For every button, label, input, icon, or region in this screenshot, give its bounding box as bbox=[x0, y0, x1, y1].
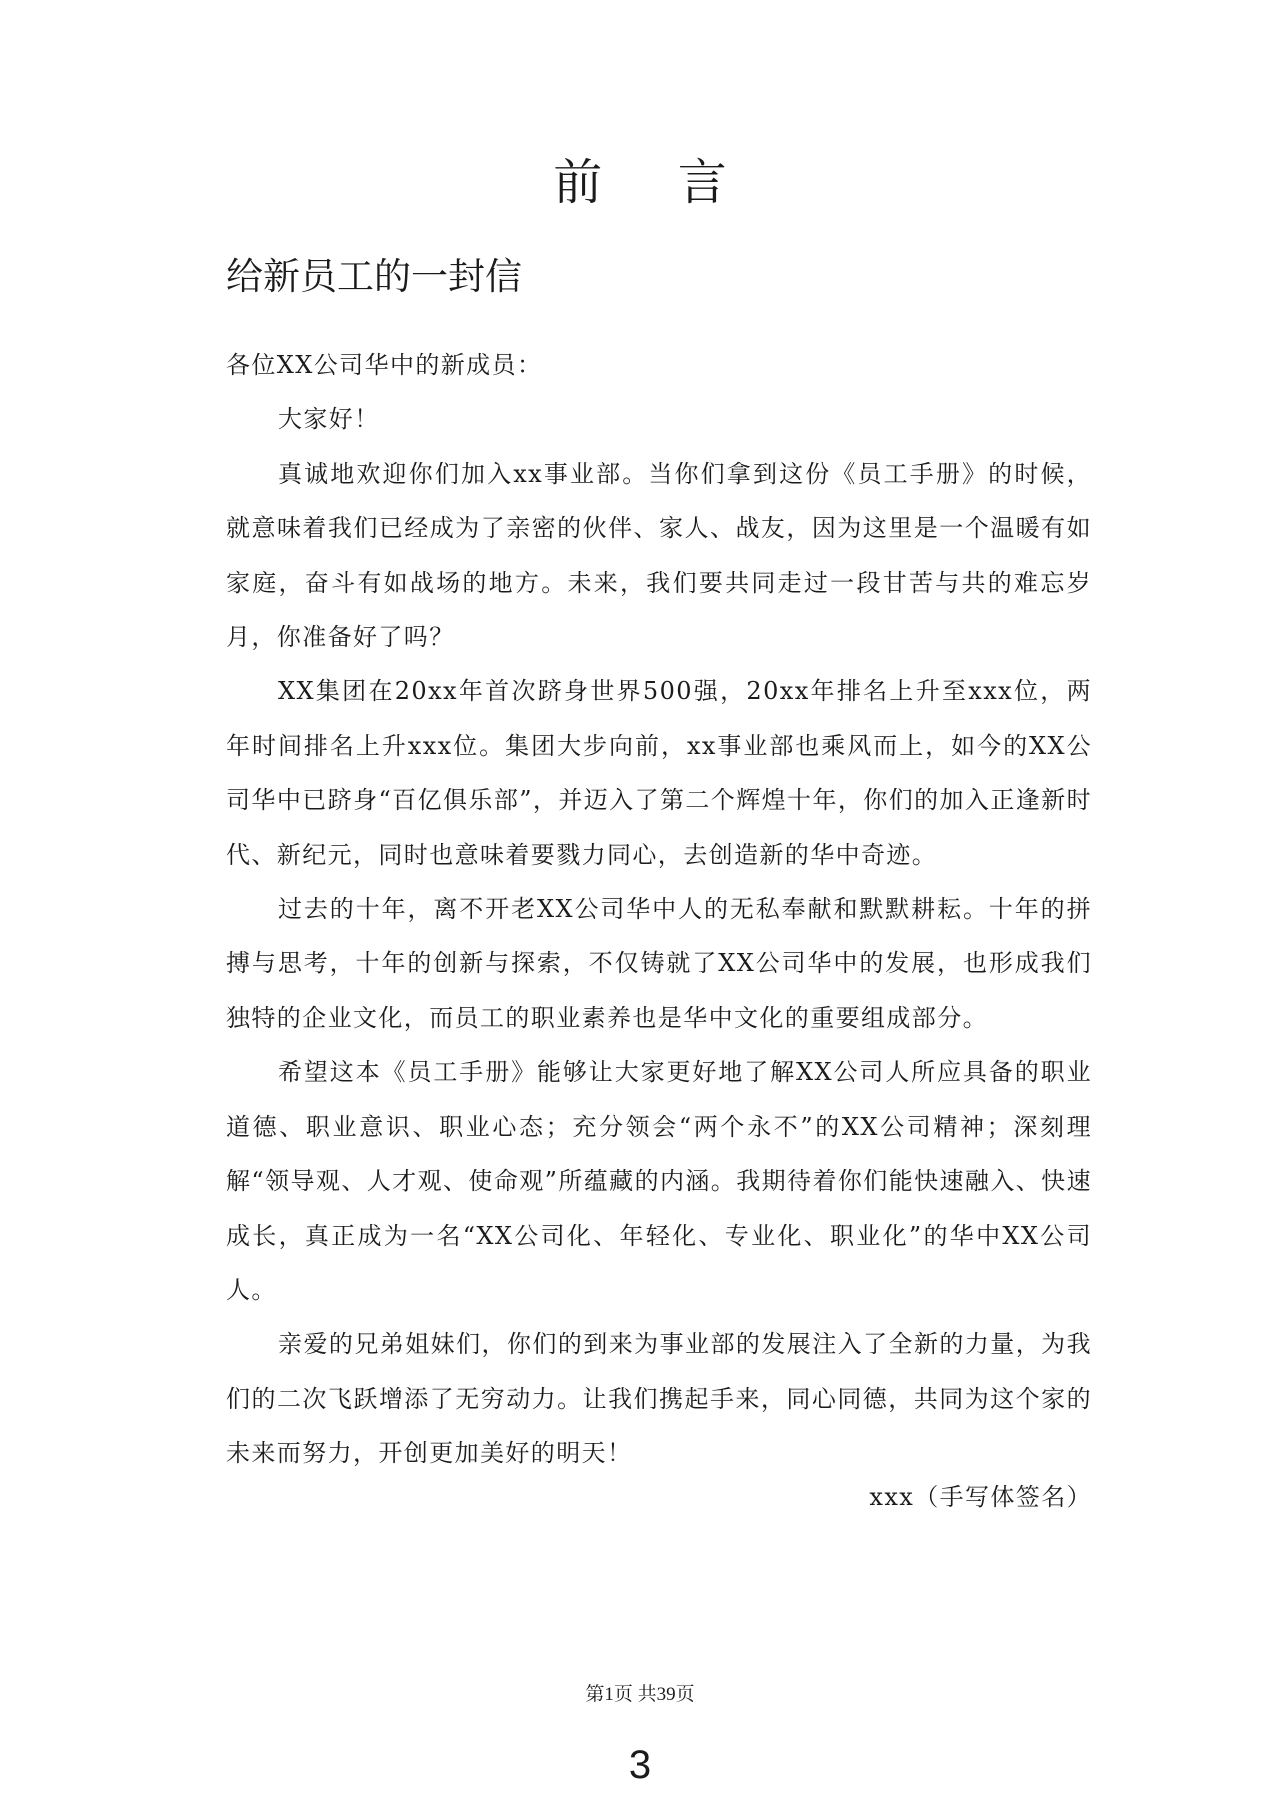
page-footer-info: 第1页 共39页 bbox=[585, 1684, 695, 1705]
paragraph: 亲爱的兄弟姐妹们，你们的到来为事业部的发展注入了全新的力量，为我们的二次飞跃增添了无穷动力。让我们携起手来，同心同德，共同为这个家的未来而努力，开创更加美好的明天！ bbox=[226, 1330, 1092, 1468]
letter-body bbox=[226, 338, 1092, 1481]
paragraph: 过去的十年，离不开老XX公司华中人的无私奉献和默默耕耘。十年的拼搏与思考，十年的创新与探索，不仅铸就了XX公司华中的发展，也形成我们独特的企业文化，而员工的职业素养也是华中文化的重要组成部分。 bbox=[226, 895, 1092, 1032]
signature: xxx（手写体签名） bbox=[869, 1483, 1092, 1511]
letter-subtitle: 给新员工的一封信 bbox=[226, 255, 522, 298]
page-title: 前 言 bbox=[553, 154, 757, 211]
paragraph: XX集团在20xx年首次跻身世界500强，20xx年排名上升至xxx位，两年时间排名上升xxx位。集团大步向前，xx事业部也乘风而上，如今的XX公司华中已跻身“百亿俱乐部”，并迈入了第二个辉煌十年，你们的加入正逢新时代、新纪元，同时也意味着要戮力同心，去创造新的华中奇迹。 bbox=[226, 677, 1092, 869]
paragraph: 真诚地欢迎你们加入xx事业部。当你们拿到这份《员工手册》的时候，就意味着我们已经成为了亲密的伙伴、家人、战友，因为这里是一个温暖有如家庭，奋斗有如战场的地方。未来，我们要共同走过一段甘苦与共的难忘岁月，你准备好了吗？ bbox=[226, 459, 1092, 652]
letter-greeting: 各位XX公司华中的新成员： bbox=[226, 351, 543, 379]
page-number: 3 bbox=[628, 1743, 652, 1787]
paragraph: 大家好！ bbox=[278, 405, 380, 434]
paragraph: 希望这本《员工手册》能够让大家更好地了解XX公司人所应具备的职业道德、职业意识、职业心态；充分领会“两个永不”的XX公司精神；深刻理解“领导观、人才观、使命观”所蕴藏的内涵。我期待着你们能快速融入、快速成长，真正成为一名“XX公司化、年轻化、专业化、职业化”的华中XX公司人。 bbox=[226, 1058, 1092, 1304]
